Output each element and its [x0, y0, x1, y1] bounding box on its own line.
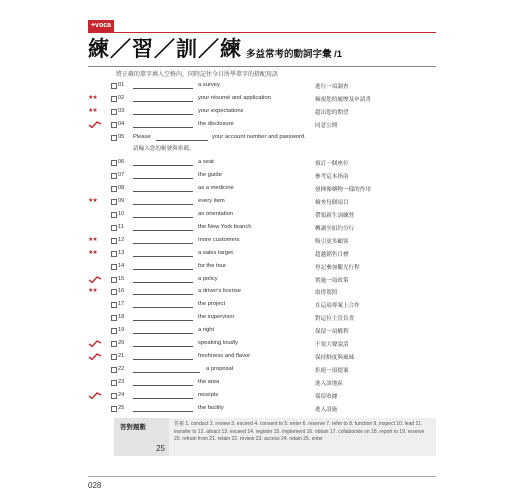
- mark-placeholder: [88, 366, 110, 373]
- item-number: 21: [118, 352, 125, 359]
- checkbox[interactable]: [111, 341, 117, 347]
- item-number: 11: [118, 223, 124, 230]
- chinese-meaning: 保留一項權利: [315, 329, 349, 336]
- exercise-row: [88, 325, 438, 337]
- star-rating-icon: ★★: [88, 198, 97, 205]
- exercise-row: [88, 170, 438, 182]
- answer-blank[interactable]: [133, 333, 193, 334]
- collocation-phrase: a driver's license: [198, 288, 241, 295]
- checkbox[interactable]: [111, 186, 117, 192]
- checkbox[interactable]: [111, 83, 117, 89]
- chinese-meaning: 取得駕照: [315, 290, 338, 297]
- score-label: 答對題數: [120, 424, 146, 431]
- chinese-meaning: 保留收據: [315, 393, 338, 400]
- collocation-phrase: receipts: [198, 391, 219, 398]
- mark-placeholder: [88, 211, 110, 218]
- chinese-meaning: 帶領新生訓練營: [315, 213, 355, 219]
- page-subtitle: 多益常考的動詞字彙 /1: [246, 49, 343, 60]
- collocation-phrase: the New York branch: [198, 223, 252, 230]
- answer-blank[interactable]: [133, 320, 193, 321]
- instructions: 將正確的單字填入空格內，同時記住今日所學單字的搭配用語: [116, 72, 279, 78]
- star-rating-icon: ★★: [88, 94, 97, 101]
- mark-placeholder: [88, 379, 110, 386]
- exercise-row: [88, 248, 438, 260]
- item-number: 17: [118, 301, 125, 308]
- item-number: 14: [118, 262, 125, 269]
- exercise-row: [88, 403, 438, 415]
- collocation-phrase: the disclosure: [198, 120, 234, 127]
- mark-placeholder: [88, 224, 110, 231]
- collocation-phrase: more customers: [198, 236, 240, 243]
- checkbox[interactable]: [111, 238, 117, 244]
- check-mark-icon: [88, 276, 110, 283]
- item-number: 13: [118, 249, 125, 256]
- chinese-meaning: 預訂一個座位: [315, 161, 349, 168]
- answer-blank[interactable]: [133, 307, 193, 308]
- answer-blank[interactable]: [133, 230, 193, 231]
- answer-blank[interactable]: [133, 372, 200, 373]
- item-number: 07: [118, 172, 125, 179]
- page-heading: [88, 36, 343, 63]
- answer-blank[interactable]: [133, 178, 193, 179]
- chinese-meaning: 對這位主管負責: [315, 316, 355, 323]
- exercise-row: [88, 106, 438, 118]
- item-number: 19: [118, 327, 125, 334]
- exercise-row: [88, 286, 438, 298]
- checkbox[interactable]: [111, 173, 117, 179]
- item-number: 10: [118, 211, 125, 217]
- collocation-phrase: the supervisor: [198, 314, 235, 321]
- star-rating-icon: ★★: [88, 249, 97, 256]
- checkbox[interactable]: [111, 96, 117, 102]
- item-number: 09: [118, 198, 125, 205]
- translation-line: 請輸入您的帳號與密碼。: [133, 145, 195, 152]
- item-number: 15: [118, 275, 125, 282]
- checkbox[interactable]: [111, 277, 117, 283]
- checkbox[interactable]: [111, 225, 117, 231]
- exercise-row: [88, 390, 438, 402]
- page-number: 028: [88, 481, 102, 490]
- item-number: 20: [118, 340, 125, 346]
- chinese-meaning: 實施一項政策: [315, 277, 349, 284]
- star-rating-icon: ★★: [88, 236, 97, 243]
- chinese-meaning: 保持鮮度與風味: [315, 354, 355, 361]
- collocation-phrase: the guide: [198, 172, 222, 179]
- collocation-phrase: a proposal: [206, 365, 234, 372]
- collocation-phrase: your expectations: [198, 107, 244, 114]
- collocation-phrase: freshness and flavor: [198, 352, 251, 359]
- answer-blank[interactable]: [133, 359, 193, 360]
- exercise-row: [88, 222, 438, 234]
- answer-blank[interactable]: [133, 256, 193, 257]
- answer-blank[interactable]: [133, 294, 193, 295]
- check-mark-icon: [88, 353, 110, 360]
- checkbox[interactable]: [111, 328, 117, 334]
- mark-placeholder: [88, 134, 110, 141]
- item-number: 23: [118, 378, 125, 385]
- collocation-phrase: a sales target: [198, 249, 233, 256]
- answer-panel: [114, 418, 436, 456]
- collocation-phrase: speaking loudly: [198, 340, 238, 346]
- score-box: [114, 418, 169, 456]
- chinese-meaning: 進入該地區: [315, 380, 343, 387]
- checkbox[interactable]: [111, 264, 117, 270]
- checkbox[interactable]: [111, 135, 117, 141]
- exercise-row: [88, 119, 438, 131]
- answer-blank[interactable]: [133, 217, 193, 218]
- checkbox[interactable]: [111, 109, 117, 115]
- collocation-phrase: your résumé and application: [198, 94, 271, 101]
- chinese-meaning: 進行一項調查: [315, 84, 349, 90]
- voca-badge: +voca: [88, 20, 114, 32]
- collocation-phrase: an orientation: [198, 211, 234, 217]
- item-number: 08: [118, 185, 125, 192]
- collocation-phrase: a policy: [198, 275, 218, 282]
- chinese-meaning: 發揮像藥物一樣的作用: [315, 187, 371, 194]
- answer-blank[interactable]: [133, 282, 193, 283]
- item-number: 06: [118, 159, 125, 166]
- item-number: 18: [118, 314, 125, 321]
- checkbox[interactable]: [111, 354, 117, 360]
- page-title: 練／習／訓／練: [88, 36, 242, 61]
- checkbox[interactable]: [111, 367, 117, 373]
- item-number: 12: [118, 236, 125, 243]
- answer-blank[interactable]: [156, 140, 208, 141]
- star-rating-icon: ★★: [88, 288, 97, 295]
- collocation-phrase: as a medicine: [198, 185, 234, 192]
- check-mark-icon: [88, 121, 110, 128]
- mark-placeholder: [88, 263, 110, 270]
- check-mark-icon: [88, 392, 110, 399]
- checkbox[interactable]: [111, 122, 117, 128]
- checkbox[interactable]: [111, 302, 117, 308]
- checkbox[interactable]: [111, 199, 117, 205]
- item-number: 24: [118, 391, 125, 398]
- mark-placeholder: [88, 314, 110, 321]
- item-number: 22: [118, 365, 125, 372]
- answer-key: 答案 1. conduct 2. review 3. exceed 4. consent to 5. enter 6. reserve 7. refer to 8. function 9. inspect 10. lead 11. transfer to 12. attract 13. exceed 14. register 15. implement 16. obtain 17. collaborate on 18. report to 19. reserve 20. refrain from 21. retain 22. review 23. access 24. retain 25. enter: [174, 421, 425, 443]
- answer-blank[interactable]: [133, 114, 193, 115]
- sentence-end: your account number and password.: [212, 133, 306, 140]
- exercise-row: [88, 80, 438, 92]
- star-rating-icon: ★★: [88, 107, 97, 114]
- checkbox[interactable]: [111, 315, 117, 321]
- chinese-meaning: 檢視您的履歷及申請書: [315, 96, 371, 103]
- mark-placeholder: [88, 159, 110, 166]
- exercise-row: [88, 93, 438, 105]
- answer-blank[interactable]: [133, 88, 193, 89]
- collocation-phrase: every item: [198, 198, 225, 205]
- chinese-meaning: 登記參加觀光行程: [315, 264, 360, 271]
- exercise-row: [88, 377, 438, 389]
- chinese-meaning: 進入設施: [315, 406, 338, 413]
- item-number: 01: [118, 82, 125, 88]
- chinese-meaning: 參考這本指南: [315, 174, 349, 181]
- score-total: 25: [156, 444, 165, 453]
- answer-blank[interactable]: [133, 346, 193, 347]
- mark-placeholder: [88, 327, 110, 334]
- footer-rule: [88, 476, 436, 477]
- answer-blank[interactable]: [133, 411, 193, 412]
- mark-placeholder: [88, 82, 110, 89]
- item-number: 16: [118, 288, 125, 295]
- check-mark-icon: [88, 340, 110, 347]
- checkbox[interactable]: [111, 406, 117, 412]
- item-number: 03: [118, 107, 125, 114]
- answer-blank[interactable]: [133, 204, 193, 205]
- checkbox[interactable]: [111, 380, 117, 386]
- answer-blank[interactable]: [133, 191, 193, 192]
- chinese-meaning: 超越銷售目標: [315, 251, 349, 258]
- item-number: 02: [118, 94, 125, 101]
- exercise-row: [88, 274, 438, 286]
- checkbox[interactable]: [111, 289, 117, 295]
- item-number: 25: [118, 404, 125, 411]
- collocation-phrase: for the tour: [198, 262, 227, 269]
- mark-placeholder: [88, 185, 110, 192]
- exercise-row: [88, 209, 438, 221]
- mark-placeholder: [88, 301, 110, 308]
- collocation-phrase: the facility: [198, 404, 224, 411]
- exercise-row: [88, 312, 438, 324]
- answer-blank[interactable]: [133, 101, 193, 102]
- mark-placeholder: [88, 172, 110, 179]
- chinese-meaning: 同意公開: [315, 122, 338, 129]
- answer-blank[interactable]: [133, 385, 193, 386]
- exercise-row: [88, 261, 438, 273]
- collocation-phrase: a survey: [198, 82, 220, 88]
- chinese-meaning: 在這項專案上合作: [315, 303, 360, 310]
- checkbox[interactable]: [111, 160, 117, 166]
- collocation-phrase: a seat: [198, 159, 214, 166]
- exercise-row: [88, 364, 438, 376]
- exercise-row: [88, 183, 438, 195]
- exercise-row: [88, 157, 438, 169]
- mark-placeholder: [88, 405, 110, 412]
- answer-blank[interactable]: [133, 398, 193, 399]
- checkbox[interactable]: [111, 393, 117, 399]
- chinese-meaning: 拒絕一項提案: [315, 367, 349, 374]
- exercise-row: [88, 132, 438, 156]
- collocation-phrase: the project: [198, 301, 226, 308]
- exercise-row: [88, 196, 438, 208]
- item-number: 05: [118, 133, 125, 140]
- answer-blank[interactable]: [133, 243, 193, 244]
- exercise-row: [88, 338, 438, 350]
- exercise-row: [88, 351, 438, 363]
- answer-blank[interactable]: [133, 269, 193, 270]
- chinese-meaning: 不要大聲說話: [315, 342, 349, 348]
- checkbox[interactable]: [111, 251, 117, 257]
- collocation-phrase: a right: [198, 327, 215, 334]
- exercise-row: [88, 235, 438, 247]
- item-number: 04: [118, 120, 125, 127]
- sentence-start: Please: [133, 133, 151, 140]
- heading-divider: [88, 66, 436, 67]
- answer-blank[interactable]: [133, 165, 193, 166]
- collocation-phrase: the area: [198, 378, 220, 385]
- exercise-row: [88, 299, 438, 311]
- chinese-meaning: 轉調至紐約分行: [315, 225, 355, 232]
- chinese-meaning: 吸引更多顧客: [315, 238, 349, 245]
- answer-blank[interactable]: [133, 127, 193, 128]
- chinese-meaning: 超出您的期望: [315, 109, 349, 116]
- chinese-meaning: 檢查每個項目: [315, 200, 349, 207]
- checkbox[interactable]: [111, 212, 117, 218]
